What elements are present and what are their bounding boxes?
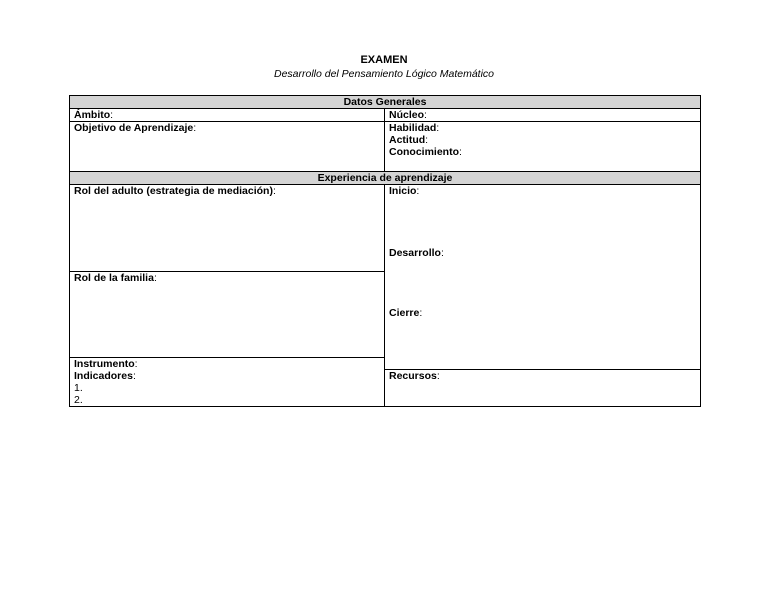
objetivo-label: Objetivo de Aprendizaje — [74, 122, 194, 134]
colon: : — [132, 370, 136, 382]
colon: : — [272, 185, 276, 197]
experiencia-header: Experiencia de aprendizaje — [70, 172, 701, 185]
colon: : — [436, 122, 440, 134]
colon: : — [110, 109, 114, 121]
actitud-label: Actitud — [389, 134, 426, 146]
exam-table — [69, 95, 701, 407]
recursos-label: Recursos — [389, 370, 437, 382]
indicador-item: 2. — [74, 394, 83, 406]
nucleo-cell — [385, 109, 701, 122]
objetivo-cell — [70, 122, 385, 172]
rol-adulto-cell — [70, 185, 385, 272]
indicador-item: 1. — [74, 382, 83, 394]
ambito-label: Ámbito — [74, 109, 111, 121]
cierre-label: Cierre — [389, 307, 420, 319]
colon: : — [416, 185, 420, 197]
colon: : — [153, 272, 157, 284]
habilidad-label: Habilidad — [389, 122, 437, 134]
instrumento-indicadores-cell — [70, 358, 385, 407]
conocimiento-label: Conocimiento — [389, 146, 459, 158]
habilidad-actitud-conocimiento-cell — [385, 122, 701, 172]
nucleo-label: Núcleo — [389, 109, 425, 121]
rol-familia-cell — [70, 272, 385, 358]
instrumento-label: Instrumento — [74, 358, 135, 370]
colon: : — [425, 134, 429, 146]
datos-generales-header: Datos Generales — [70, 96, 701, 109]
indicadores-label: Indicadores — [74, 370, 133, 382]
rol-adulto-label: Rol del adulto (estrategia de mediación) — [74, 185, 273, 197]
colon: : — [440, 247, 444, 259]
colon: : — [193, 122, 197, 134]
colon: : — [419, 307, 423, 319]
ambito-cell — [70, 109, 385, 122]
colon: : — [134, 358, 138, 370]
inicio-desarrollo-cierre-cell — [385, 185, 701, 370]
document-subtitle: Desarrollo del Pensamiento Lógico Matemático — [273, 68, 495, 80]
rol-familia-label: Rol de la familia — [74, 272, 154, 284]
document-title: EXAMEN — [360, 54, 408, 66]
colon: : — [459, 146, 462, 158]
desarrollo-label: Desarrollo — [389, 247, 441, 259]
recursos-cell — [385, 370, 701, 407]
colon: : — [436, 370, 440, 382]
colon: : — [424, 109, 427, 121]
inicio-label: Inicio — [389, 185, 417, 197]
